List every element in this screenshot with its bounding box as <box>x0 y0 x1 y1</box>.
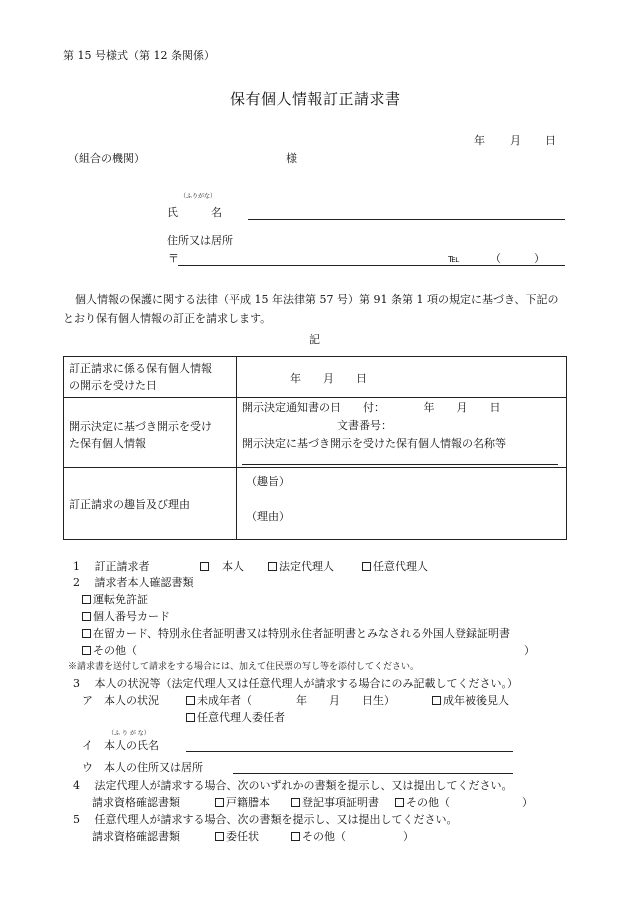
principal-name-label: イ 本人の氏名 <box>82 739 159 752</box>
checkbox-icon[interactable] <box>215 832 224 841</box>
name-label: 氏 名 <box>167 206 222 219</box>
option-label: 本人 <box>222 560 244 573</box>
requester-self-option[interactable] <box>200 561 244 572</box>
disclosure-date-field[interactable]: 年 月 日 <box>290 372 367 385</box>
id-doc-drivers-license[interactable] <box>82 594 148 605</box>
checkbox-icon[interactable] <box>432 696 441 705</box>
addressee-label: （組合の機関） <box>68 152 145 165</box>
section2-label: 2 請求者本人確認書類 <box>73 576 194 589</box>
legal-agent-doc-label: 請求資格確認書類 <box>92 796 180 809</box>
section4-label: 4 法定代理人が請求する場合、次のいずれかの書類を提示し、又は提出してください。 <box>73 779 513 792</box>
purpose-field[interactable]: （趣旨） <box>246 475 290 488</box>
form-number: 第 15 号様式（第 12 条関係） <box>63 49 215 62</box>
option-label: 在留カード、特別永住者証明書又は特別永住者証明書とみなされる外国人登録証明書 <box>93 627 511 640</box>
voluntary-doc-other-close: ） <box>403 830 414 843</box>
section5-label: 5 任意代理人が請求する場合、次の書類を提示し、又は提出してください。 <box>73 813 458 826</box>
intro-line-1: 個人情報の保護に関する法律（平成 15 年法律第 57 号）第 91 条第 1 項の規定に基づき、下記の <box>75 293 559 306</box>
checkbox-icon[interactable] <box>82 612 91 621</box>
voluntary-doc-other[interactable] <box>291 831 346 842</box>
checkbox-icon[interactable] <box>200 562 209 571</box>
voluntary-agent-doc-label: 請求資格確認書類 <box>92 830 180 843</box>
name-field[interactable] <box>248 219 565 220</box>
option-label: 任意代理人 <box>373 560 428 573</box>
checkbox-icon[interactable] <box>291 798 300 807</box>
status-minor-option[interactable] <box>186 695 395 706</box>
table-column-divider <box>236 357 237 539</box>
principal-address-field[interactable] <box>233 773 513 774</box>
honorific-label: 様 <box>286 152 297 165</box>
option-label: 委任状 <box>226 830 259 843</box>
document-number-field[interactable]: 文書番号： <box>337 419 392 432</box>
option-label: その他（ <box>406 796 450 809</box>
principal-address-label: ウ 本人の住所又は居所 <box>82 761 203 774</box>
checkbox-icon[interactable] <box>268 562 277 571</box>
principal-name-furigana: （ふ り が な） <box>108 730 150 737</box>
option-label: 戸籍謄本 <box>226 796 270 809</box>
option-label: その他（ <box>93 644 137 657</box>
id-doc-other[interactable] <box>82 645 137 656</box>
requester-legal-agent-option[interactable] <box>268 561 334 572</box>
legal-doc-registry-certificate[interactable] <box>291 797 379 808</box>
principal-status-label: ア 本人の状況 <box>82 694 159 707</box>
status-adult-ward-option[interactable] <box>432 695 509 706</box>
option-label: 任意代理人委任者 <box>197 711 285 724</box>
checkbox-icon[interactable] <box>291 832 300 841</box>
reason-field[interactable]: （理由） <box>246 510 290 523</box>
option-label: 成年被後見人 <box>443 694 509 707</box>
option-label: 登記事項証明書 <box>302 796 379 809</box>
row3-label: 訂正請求の趣旨及び理由 <box>69 498 190 511</box>
id-doc-residence-card[interactable] <box>82 628 510 639</box>
address-field[interactable] <box>178 265 565 266</box>
option-label: 未成年者（ 年 月 日生） <box>197 694 395 707</box>
row1-label-line-1: 訂正請求に係る保有個人情報 <box>69 362 212 375</box>
id-doc-my-number-card[interactable] <box>82 611 170 622</box>
ki-label: 記 <box>309 333 320 346</box>
voluntary-doc-power-of-attorney[interactable] <box>215 831 259 842</box>
requester-voluntary-agent-option[interactable] <box>362 561 428 572</box>
address-label: 住所又は居所 <box>167 234 233 247</box>
date-year-label: 年 <box>474 134 485 147</box>
info-name-label: 開示決定に基づき開示を受けた保有個人情報の名称等 <box>242 437 506 450</box>
table-row-divider <box>64 467 566 468</box>
date-day-label: 日 <box>545 134 556 147</box>
checkbox-icon[interactable] <box>82 629 91 638</box>
intro-line-2: とおり保有個人情報の訂正を請求します。 <box>63 312 272 325</box>
checkbox-icon[interactable] <box>186 713 195 722</box>
table-row-divider <box>64 397 566 398</box>
legal-doc-other-close: ） <box>522 796 533 809</box>
postal-mark: 〒 <box>168 252 179 265</box>
option-label: 運転免許証 <box>93 593 148 606</box>
legal-doc-family-register[interactable] <box>215 797 270 808</box>
mail-request-note: ※請求書を送付して請求をする場合には、加えて住民票の写し等を添付してください。 <box>68 662 420 672</box>
checkbox-icon[interactable] <box>186 696 195 705</box>
page-title: 保有個人情報訂正請求書 <box>230 90 401 108</box>
date-month-label: 月 <box>510 134 521 147</box>
tel-paren: （ ） <box>490 252 545 265</box>
row1-label-line-2: の開示を受けた日 <box>69 379 157 392</box>
section3-label: 3 本人の状況等（法定代理人又は任意代理人が請求する場合にのみ記載してください。） <box>73 677 518 690</box>
info-name-field[interactable] <box>242 464 558 465</box>
tel-label: ℡ <box>448 252 460 265</box>
principal-name-field[interactable] <box>186 751 513 752</box>
checkbox-icon[interactable] <box>395 798 404 807</box>
status-voluntary-principal-option[interactable] <box>186 712 285 723</box>
option-label: その他（ <box>302 830 346 843</box>
option-label: 個人番号カード <box>93 610 170 623</box>
option-label: 法定代理人 <box>279 560 334 573</box>
name-furigana-label: （ふりがな） <box>180 193 217 200</box>
id-doc-other-close: ） <box>524 644 535 657</box>
checkbox-icon[interactable] <box>82 646 91 655</box>
row2-label-line-1: 開示決定に基づき開示を受け <box>69 420 212 433</box>
checkbox-icon[interactable] <box>362 562 371 571</box>
row2-label-line-2: た保有個人情報 <box>69 437 146 450</box>
section1-label: 1 訂正請求者 <box>73 560 150 573</box>
checkbox-icon[interactable] <box>82 595 91 604</box>
request-details-table <box>63 356 567 540</box>
legal-doc-other[interactable] <box>395 797 450 808</box>
checkbox-icon[interactable] <box>215 798 224 807</box>
notice-date-field[interactable]: 開示決定通知書の日 付： 年 月 日 <box>242 401 501 414</box>
